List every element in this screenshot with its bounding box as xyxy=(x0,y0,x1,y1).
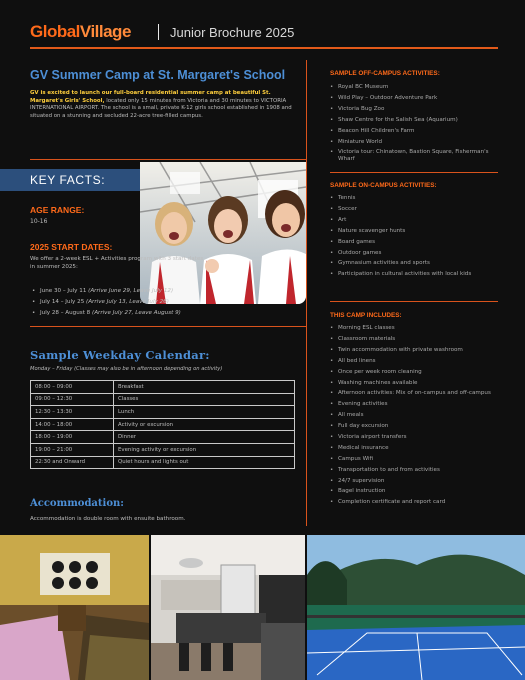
list-item: • All meals xyxy=(330,410,500,421)
on-campus-heading: SAMPLE ON-CAMPUS ACTIVITIES: xyxy=(330,182,437,189)
list-item: • Evening activities xyxy=(330,399,500,410)
schedule-time: 12:30 – 13:30 xyxy=(31,406,114,419)
accommodation-heading: Accommodation: xyxy=(30,498,124,509)
tennis-court-image xyxy=(307,535,525,680)
table-row xyxy=(31,381,295,394)
header-subtitle: Junior Brochure 2025 xyxy=(170,25,295,40)
global-village-logo xyxy=(30,22,131,42)
list-item: • Completion certificate and report card xyxy=(330,497,500,508)
table-row xyxy=(31,443,295,456)
list-item: • Morning ESL classes xyxy=(330,323,500,334)
calendar-subheading: Monday – Friday (Classes may also be in afternoon depending on activity) xyxy=(30,366,223,372)
intro-text: located only 15 minutes from Victoria and 30 minutes to VICTORIA INTERNATIONAL AIRPORT. The school is a small, private K-12 girls school established in 1908 and situated on a stunning and secluded 22-acre tree-filled campus. xyxy=(30,97,292,119)
list-item: • Washing machines available xyxy=(330,378,500,389)
list-item: • Bagel instruction xyxy=(330,486,500,497)
list-item: • Classroom materials xyxy=(330,334,500,345)
start-dates-list xyxy=(32,286,181,319)
list-item: • All bed linens xyxy=(330,356,500,367)
list-item: • Board games xyxy=(330,237,500,248)
intro-highlight: GV is excited to launch our full-board residential summer camp at beautiful St. Margaret's Girls' School, xyxy=(30,90,271,104)
list-item: • Outdoor games xyxy=(330,248,500,259)
camp-title: GV Summer Camp at St. Margaret's School xyxy=(30,68,286,82)
table-row xyxy=(31,406,295,419)
intro-paragraph xyxy=(30,90,302,120)
list-item: • Once per week room cleaning xyxy=(330,367,500,378)
list-item: • Victoria Bug Zoo xyxy=(330,104,500,115)
start-date-item xyxy=(32,297,181,308)
list-item: • Nature scavenger hunts xyxy=(330,226,500,237)
list-item: • Wild Play – Outdoor Adventure Park xyxy=(330,93,500,104)
list-item: • Shaw Centre for the Salish Sea (Aquarium) xyxy=(330,115,500,126)
includes-list xyxy=(330,323,500,508)
dorm-room-image xyxy=(0,535,149,680)
list-item: • 24/7 supervision xyxy=(330,476,500,487)
weekday-schedule-table xyxy=(30,380,295,469)
schedule-time: 09:00 – 12:30 xyxy=(31,393,114,406)
start-dates-heading: 2025 START DATES: xyxy=(30,242,113,252)
tennis-court-photo xyxy=(307,535,525,680)
logo-part2: Village xyxy=(79,22,131,41)
schedule-time: 19:00 – 21:00 xyxy=(31,443,114,456)
list-item: • Transportation to and from activities xyxy=(330,465,500,476)
schedule-activity: Dinner xyxy=(114,431,295,444)
schedule-activity: Breakfast xyxy=(114,381,295,394)
off-campus-list xyxy=(330,82,500,165)
list-item: • Full day excursion xyxy=(330,421,500,432)
schedule-activity: Classes xyxy=(114,393,295,406)
list-item: • Medical insurance xyxy=(330,443,500,454)
schedule-activity: Evening activity or excursion xyxy=(114,443,295,456)
kitchen-photo xyxy=(151,535,305,680)
start-date-item xyxy=(32,308,181,319)
logo-part1: Global xyxy=(30,22,80,41)
start-date-range: July 14 – July 25 xyxy=(40,299,85,305)
list-item: • Art xyxy=(330,215,500,226)
start-date-range: June 30 – July 11 xyxy=(40,288,87,294)
age-range-heading: AGE RANGE: xyxy=(30,205,85,215)
on-campus-rule xyxy=(330,301,498,302)
header-separator xyxy=(158,24,159,40)
table-row xyxy=(31,418,295,431)
list-item: • Afternoon activities: Mix of on-campus and off-campus xyxy=(330,388,500,399)
list-item: • Victoria airport transfers xyxy=(330,432,500,443)
list-item: • Tennis xyxy=(330,193,500,204)
table-row xyxy=(31,431,295,444)
list-item: • Twin accommodation with private washroom xyxy=(330,345,500,356)
age-range-value: 10-16 xyxy=(30,218,48,225)
start-date-item xyxy=(32,286,181,297)
list-item: • Beacon Hill Children's Farm xyxy=(330,126,500,137)
list-item: • Campus Wifi xyxy=(330,454,500,465)
dorm-room-photo xyxy=(0,535,149,680)
start-date-note: (Arrive July 13, Leave July 26) xyxy=(86,299,169,305)
start-date-note: (Arrive July 27, Leave August 9) xyxy=(92,310,181,316)
calendar-heading: Sample Weekday Calendar: xyxy=(30,348,210,362)
list-item: • Victoria tour: Chinatown, Bastion Square, Fisherman's Wharf xyxy=(330,147,500,165)
intro-rule xyxy=(30,159,306,160)
off-campus-heading: SAMPLE OFF-CAMPUS ACTIVITIES: xyxy=(330,70,440,77)
accommodation-text: Accommodation is double room with ensuite bathroom. xyxy=(30,516,186,522)
kitchen-image xyxy=(151,535,305,680)
key-facts-label: KEY FACTS: xyxy=(30,173,106,187)
schedule-activity: Activity or excursion xyxy=(114,418,295,431)
girls-photo-image xyxy=(140,162,306,304)
start-date-range: July 28 – August 8 xyxy=(40,310,91,316)
table-row xyxy=(31,393,295,406)
start-dates-text: We offer a 2-week ESL + Activities program with 3 start dates in summer 2025: xyxy=(30,256,204,270)
off-campus-rule xyxy=(330,172,498,173)
list-item: • Gymnasium activities and sports xyxy=(330,258,500,269)
key-facts-rule xyxy=(30,326,306,327)
schedule-time: 14:00 – 18:00 xyxy=(31,418,114,431)
on-campus-list xyxy=(330,193,500,280)
schedule-activity: Quiet hours and lights out xyxy=(114,456,295,469)
girls-photo xyxy=(140,162,306,304)
list-item: • Participation in cultural activities with local kids xyxy=(330,269,500,280)
column-divider xyxy=(306,60,307,526)
includes-heading: THIS CAMP INCLUDES: xyxy=(330,312,402,319)
list-item: • Miniature World xyxy=(330,137,500,148)
list-item: • Royal BC Museum xyxy=(330,82,500,93)
start-date-note: (Arrive June 29, Leave July 12) xyxy=(88,288,174,294)
schedule-time: 08:00 – 09:00 xyxy=(31,381,114,394)
header xyxy=(0,0,525,50)
list-item: • Soccer xyxy=(330,204,500,215)
header-rule xyxy=(30,47,498,49)
schedule-activity: Lunch xyxy=(114,406,295,419)
schedule-time: 22:30 and Onward xyxy=(31,456,114,469)
schedule-time: 18:00 – 19:00 xyxy=(31,431,114,444)
table-row xyxy=(31,456,295,469)
